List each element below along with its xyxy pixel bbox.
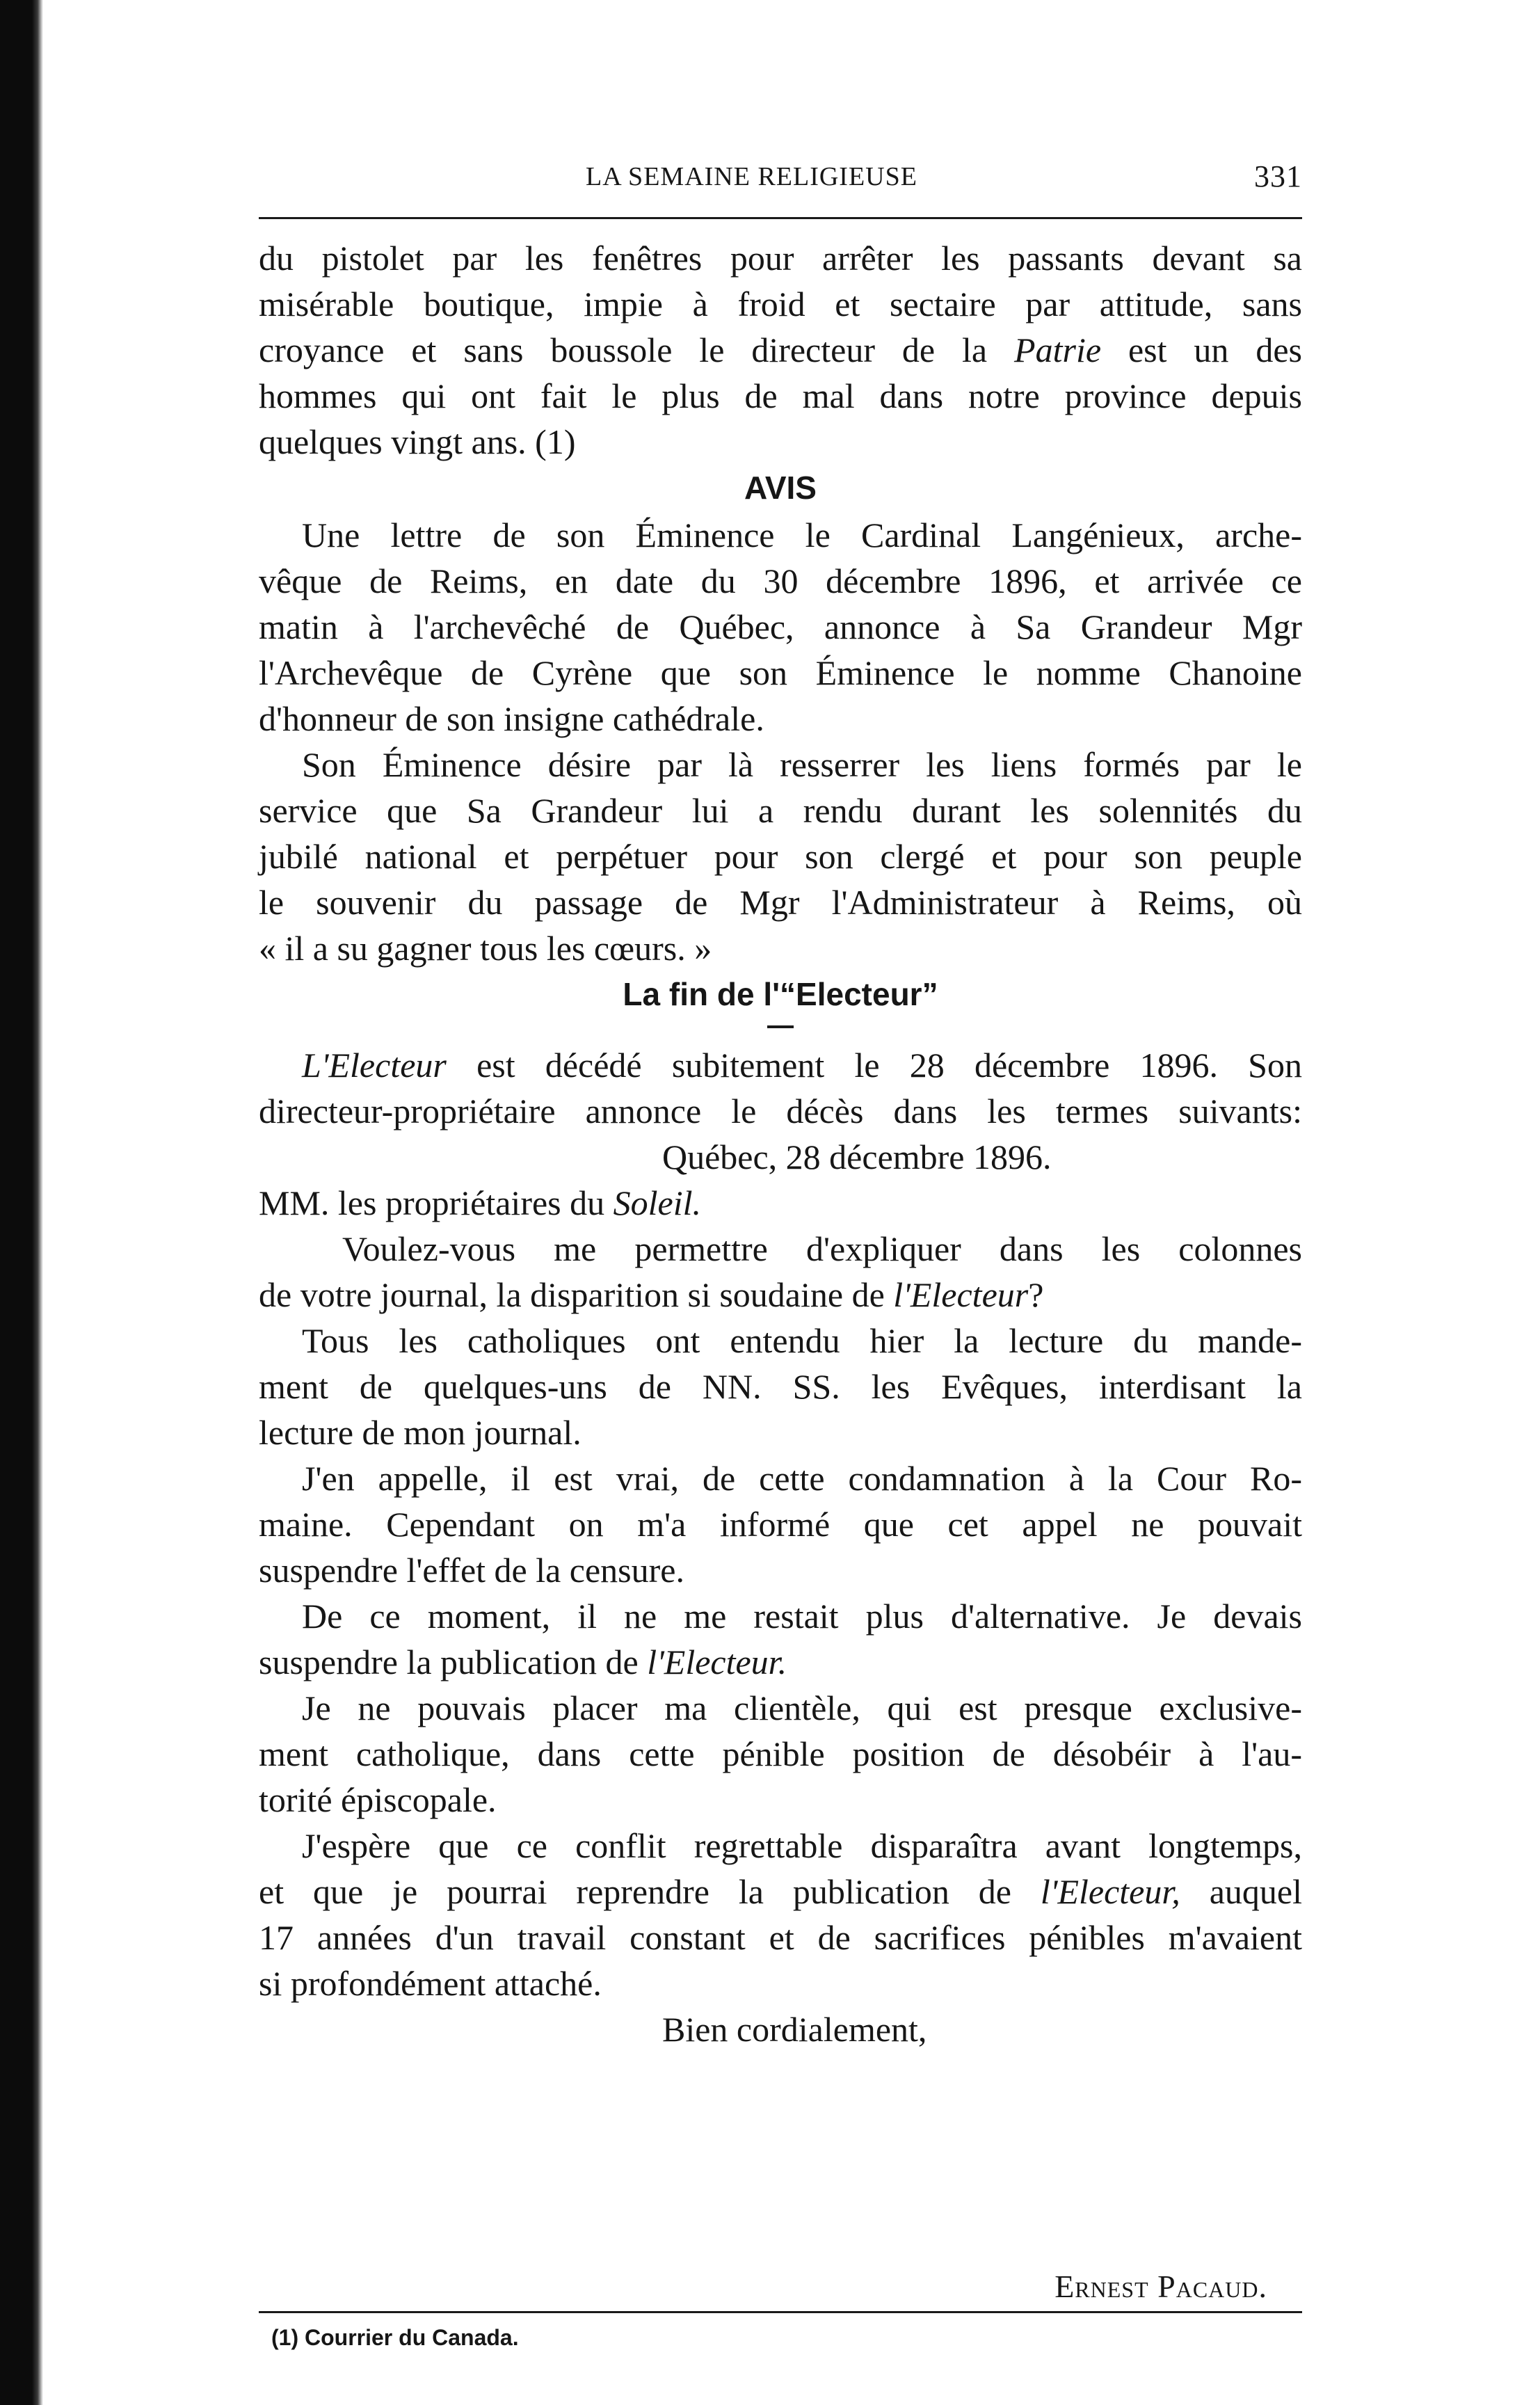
footnote-rule <box>259 2311 1302 2313</box>
text-segment: et que je pourrai reprendre la publication de <box>259 1872 1011 1911</box>
text-line <box>259 1639 1302 1685</box>
text-line: J'en appelle, il est vrai, de cette condamnation à la Cour Ro- <box>302 1459 1302 1498</box>
text-line: service que Sa Grandeur lui a rendu durant les solennités du <box>259 791 1302 830</box>
letter-date: Québec, 28 décembre 1896. <box>662 1137 1052 1176</box>
text-line: Son Éminence désire par là resserrer les liens formés par le <box>302 745 1302 784</box>
book-binding-edge <box>0 0 43 2405</box>
text-line: ment de quelques-uns de NN. SS. les Evêques, interdisant la <box>259 1367 1302 1406</box>
text-line: d'honneur de son insigne cathédrale. <box>259 699 764 738</box>
text-segment: MM. les propriétaires du <box>259 1183 605 1222</box>
text-line: suspendre l'effet de la censure. <box>259 1551 684 1590</box>
newspaper-title: Patrie <box>1014 330 1102 369</box>
text-segment: auquel <box>1209 1872 1302 1911</box>
header-rule <box>259 217 1302 219</box>
signature: Ernest Pacaud. <box>1054 2269 1267 2304</box>
newspaper-title: l'Electeur, <box>1040 1872 1180 1911</box>
text-segment: croyance et sans boussole le directeur de la <box>259 330 988 369</box>
running-title: LA SEMAINE RELIGIEUSE <box>586 162 917 191</box>
text-line: matin à l'archevêché de Québec, annonce à Sa Grandeur Mgr <box>259 607 1302 646</box>
page-header <box>259 161 1302 203</box>
text-line: du pistolet par les fenêtres pour arrêter les passants devant sa <box>259 239 1302 278</box>
heading-fin-electeur: La fin de l'“Electeur” <box>623 976 938 1012</box>
heading-dash <box>767 1025 794 1028</box>
newspaper-title: Soleil. <box>613 1183 701 1222</box>
newspaper-title: l'Electeur <box>893 1275 1029 1314</box>
text-line: ment catholique, dans cette pénible position de désobéir à l'au- <box>259 1734 1302 1773</box>
text-line: lecture de mon journal. <box>259 1413 581 1452</box>
text-line <box>259 1272 1302 1318</box>
heading-avis: AVIS <box>744 470 817 506</box>
text-line <box>259 327 1302 373</box>
text-line <box>259 1042 1302 1088</box>
text-segment: est un des <box>1128 330 1303 369</box>
text-line: misérable boutique, impie à froid et sectaire par attitude, sans <box>259 285 1302 323</box>
text-line: hommes qui ont fait le plus de mal dans notre province depuis <box>259 376 1302 415</box>
text-line: Tous les catholiques ont entendu hier la lecture du mande- <box>302 1321 1302 1360</box>
text-line: De ce moment, il ne me restait plus d'alternative. Je devais <box>302 1597 1302 1636</box>
footnote: (1) Courrier du Canada. <box>271 2325 519 2350</box>
text-segment: est décédé subitement le 28 décembre 1896. Son <box>476 1046 1302 1085</box>
text-line: J'espère que ce conflit regrettable disparaîtra avant longtemps, <box>302 1826 1302 1865</box>
letter-closing: Bien cordialement, <box>662 2010 927 2049</box>
text-line: vêque de Reims, en date du 30 décembre 1896, et arrivée ce <box>259 561 1302 600</box>
text-line: Voulez-vous me permettre d'expliquer dans les colonnes <box>342 1229 1302 1268</box>
text-line: l'Archevêque de Cyrène que son Éminence le nomme Chanoine <box>259 653 1302 692</box>
signature-line <box>259 2268 1302 2310</box>
text-line <box>259 1180 1302 1226</box>
text-line <box>259 1869 1302 1915</box>
text-line: directeur-propriétaire annonce le décès dans les termes suivants: <box>259 1092 1302 1130</box>
newspaper-title: l'Electeur. <box>647 1643 787 1681</box>
text-segment: ? <box>1028 1275 1044 1314</box>
text-line: quelques vingt ans. (1) <box>259 422 576 461</box>
text-line: le souvenir du passage de Mgr l'Administrateur à Reims, où <box>259 883 1302 922</box>
text-segment: suspendre la publication de <box>259 1643 639 1681</box>
text-line: si profondément attaché. <box>259 1964 602 2003</box>
text-line: Je ne pouvais placer ma clientèle, qui est presque exclusive- <box>302 1688 1302 1727</box>
text-line: maine. Cependant on m'a informé que cet appel ne pouvait <box>259 1505 1302 1544</box>
text-line: « il a su gagner tous les cœurs. » <box>259 929 712 968</box>
text-line: 17 années d'un travail constant et de sacrifices pénibles m'avaient <box>259 1918 1302 1957</box>
text-line: torité épiscopale. <box>259 1780 497 1819</box>
page-number: 331 <box>1254 159 1302 193</box>
text-segment: de votre journal, la disparition si soudaine de <box>259 1275 885 1314</box>
body-text <box>259 235 1302 2052</box>
newspaper-title: L'Electeur <box>302 1046 447 1085</box>
text-line: Une lettre de son Éminence le Cardinal Langénieux, arche- <box>302 516 1302 554</box>
text-line: jubilé national et perpétuer pour son clergé et pour son peuple <box>259 837 1302 876</box>
